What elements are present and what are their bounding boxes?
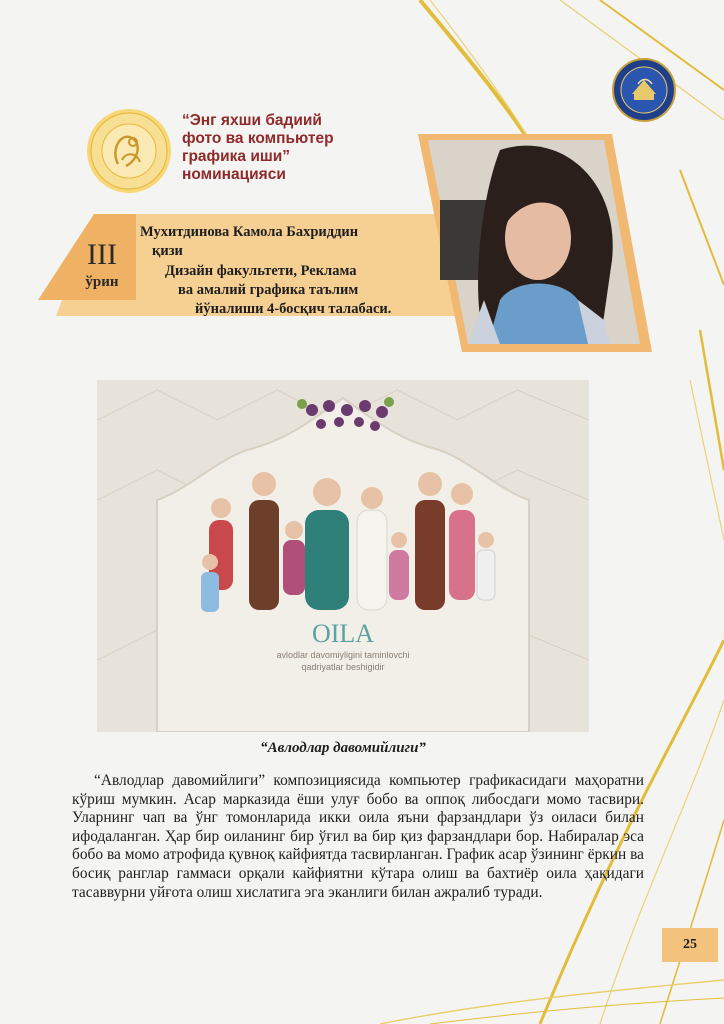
nomination-line: графика иши” <box>182 148 291 165</box>
author-faculty-line: Дизайн факультети, Реклама <box>165 263 357 279</box>
artwork-subtitle: avlodlar davomiyligini taminlovchi <box>276 650 410 660</box>
author-name-line: қизи <box>152 243 183 259</box>
artwork-subtitle: qadriyatlar beshigidir <box>301 662 385 672</box>
nomination-line: “Энг яхши бадиий <box>182 112 322 129</box>
author-name-line: Мухитдинова Камола Бахриддин <box>140 224 359 240</box>
place-number: III <box>87 238 117 271</box>
place-label: ўрин <box>85 274 119 290</box>
nomination-line: фото ва компьютер <box>182 130 334 147</box>
page-number: 25 <box>662 928 718 962</box>
author-faculty-line: ва амалий графика таълим <box>178 282 359 298</box>
body-paragraph: “Авлодлар давомийлиги” композициясида компьютер графикасидаги маҳоратни кўриш мумкин. Асар марказида ёши улуғ бобо ва оппоқ либосдаги момо тасвири. Уларнинг чап ва ўнг томонларида икки оила яъни фарзандлари ўз оиласи билан ифодаланган. Ҳар бир оиланинг бир ўғил ва бир қиз фарзандлари бор. Набиралар эса бобо ва момо атрофида қувноқ кайфиятда тасвирланган. График асар ўзининг ёркин ва босиқ ранглар гаммаси орқали кайфиятни кўтара олиш ва бахтиёр оила ҳақидаги тасаввурни уйғота олиш хислатига эга эканлиги билан ажралиб туради. <box>72 772 644 901</box>
author-faculty-line: йўналиши 4-босқич талабаси. <box>195 301 392 317</box>
artwork-image <box>97 380 589 732</box>
artwork-caption: “Авлодлар давомийлиги” <box>260 740 426 756</box>
nomination-line: номинацияси <box>182 166 286 183</box>
artwork-title: OILA <box>311 619 375 648</box>
